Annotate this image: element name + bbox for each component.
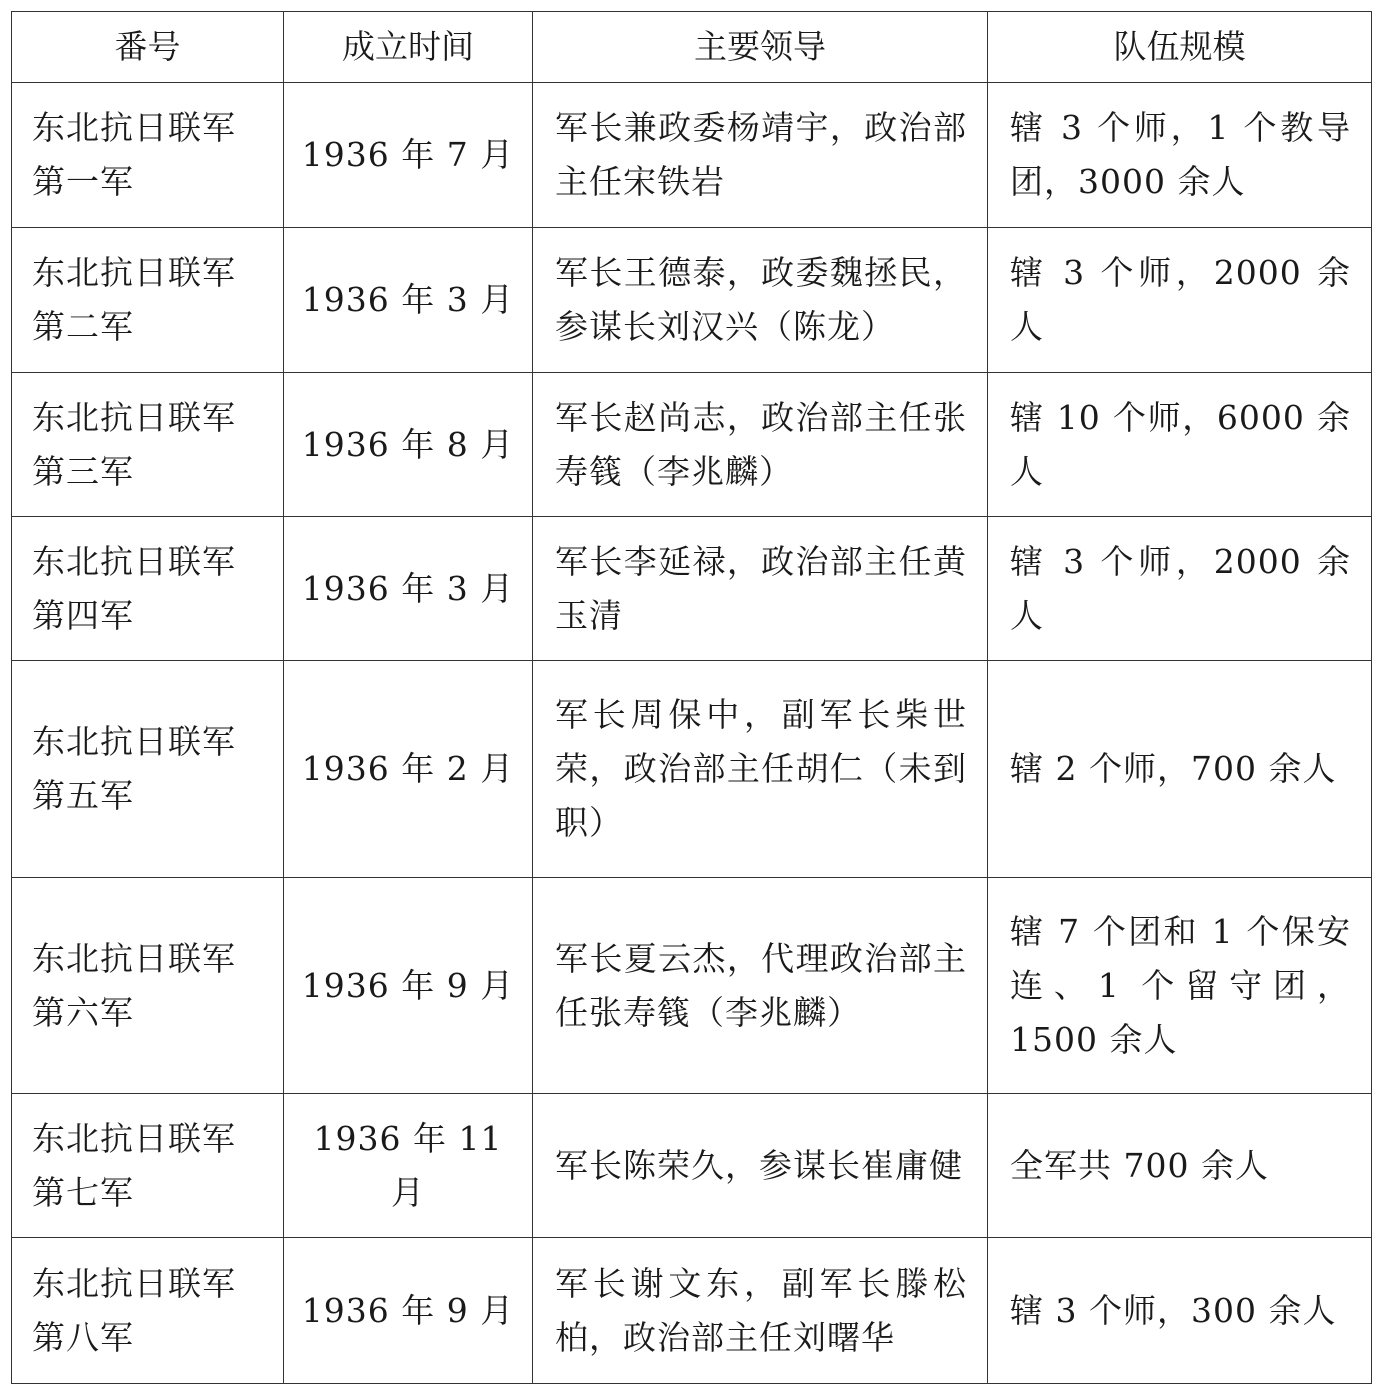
cell-leaders: 军长王德泰，政委魏拯民，参谋长刘汉兴（陈龙） bbox=[533, 228, 988, 373]
table-row bbox=[12, 1094, 1372, 1238]
header-leaders: 主要领导 bbox=[533, 12, 988, 83]
army-table bbox=[11, 11, 1372, 1384]
cell-leaders: 军长兼政委杨靖宇，政治部主任宋铁岩 bbox=[533, 83, 988, 228]
cell-founded-date: 1936 年 7 月 bbox=[284, 83, 533, 228]
cell-leaders: 军长李延禄，政治部主任黄玉清 bbox=[533, 517, 988, 661]
cell-designation: 东北抗日联军第一军 bbox=[12, 83, 284, 228]
cell-designation: 东北抗日联军第三军 bbox=[12, 373, 284, 517]
cell-leaders: 军长陈荣久，参谋长崔庸健 bbox=[533, 1094, 988, 1238]
cell-founded-date: 1936 年 3 月 bbox=[284, 228, 533, 373]
cell-troop-size: 全军共 700 余人 bbox=[988, 1094, 1372, 1238]
cell-founded-date: 1936 年 9 月 bbox=[284, 1238, 533, 1384]
table-row bbox=[12, 83, 1372, 228]
cell-troop-size: 辖 3 个师，2000 余人 bbox=[988, 228, 1372, 373]
cell-troop-size: 辖 3 个师，2000 余人 bbox=[988, 517, 1372, 661]
table-row bbox=[12, 661, 1372, 878]
cell-designation: 东北抗日联军第六军 bbox=[12, 878, 284, 1094]
header-designation: 番号 bbox=[12, 12, 284, 83]
table-row bbox=[12, 878, 1372, 1094]
cell-designation: 东北抗日联军第八军 bbox=[12, 1238, 284, 1384]
cell-designation: 东北抗日联军第四军 bbox=[12, 517, 284, 661]
cell-founded-date: 1936 年 3 月 bbox=[284, 517, 533, 661]
table-row bbox=[12, 1238, 1372, 1384]
cell-leaders: 军长谢文东，副军长滕松柏，政治部主任刘曙华 bbox=[533, 1238, 988, 1384]
header-founded-date: 成立时间 bbox=[284, 12, 533, 83]
cell-designation: 东北抗日联军第五军 bbox=[12, 661, 284, 878]
cell-founded-date: 1936 年 8 月 bbox=[284, 373, 533, 517]
cell-troop-size: 辖 10 个师，6000 余人 bbox=[988, 373, 1372, 517]
cell-designation: 东北抗日联军第二军 bbox=[12, 228, 284, 373]
cell-troop-size: 辖 3 个师，300 余人 bbox=[988, 1238, 1372, 1384]
header-troop-size: 队伍规模 bbox=[988, 12, 1372, 83]
cell-founded-date: 1936 年 9 月 bbox=[284, 878, 533, 1094]
table-row bbox=[12, 373, 1372, 517]
cell-troop-size: 辖 2 个师，700 余人 bbox=[988, 661, 1372, 878]
table-row bbox=[12, 228, 1372, 373]
cell-founded-date: 1936 年 2 月 bbox=[284, 661, 533, 878]
table-row bbox=[12, 517, 1372, 661]
cell-founded-date: 1936 年 11 月 bbox=[284, 1094, 533, 1238]
cell-leaders: 军长夏云杰，代理政治部主任张寿篯（李兆麟） bbox=[533, 878, 988, 1094]
cell-troop-size: 辖 3 个师，1 个教导团，3000 余人 bbox=[988, 83, 1372, 228]
cell-troop-size: 辖 7 个团和 1 个保安连、1 个留守团，1500 余人 bbox=[988, 878, 1372, 1094]
cell-leaders: 军长赵尚志，政治部主任张寿篯（李兆麟） bbox=[533, 373, 988, 517]
cell-designation: 东北抗日联军第七军 bbox=[12, 1094, 284, 1238]
cell-leaders: 军长周保中，副军长柴世荣，政治部主任胡仁（未到职） bbox=[533, 661, 988, 878]
table-header-row bbox=[12, 12, 1372, 83]
